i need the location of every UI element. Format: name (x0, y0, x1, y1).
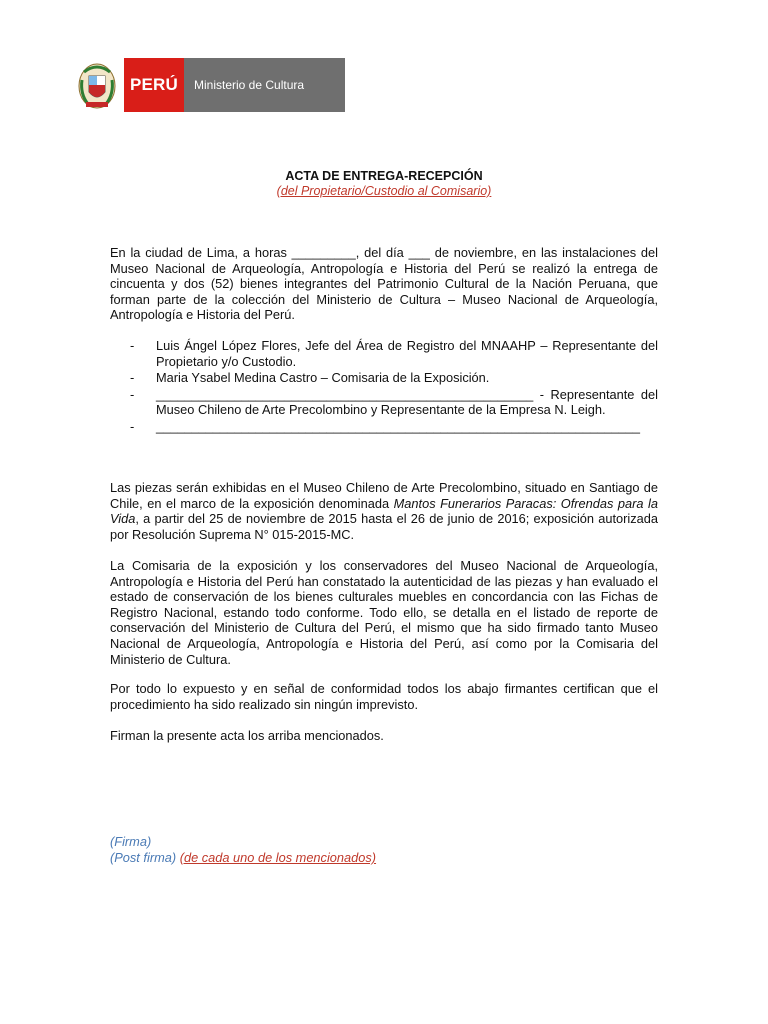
list-item: - Maria Ysabel Medina Castro – Comisaria de la Exposición. (130, 370, 490, 386)
paragraph-exhibition: Las piezas serán exhibidas en el Museo Chileno de Arte Precolombino, situado en Santiago de Chile, en el marco de la exposición denominada Mantos Funerarios Paracas: Ofrendas para la Vida, a partir del 25 de noviembre de 2015 hasta el 26 de junio de 2016; exposición autorizada por Resolución Suprema N° 015-2015-MC. (110, 480, 658, 542)
document-title: ACTA DE ENTREGA-RECEPCIÓN (285, 169, 483, 183)
document-subtitle: (del Propietario/Custodio al Comisario) (276, 184, 492, 198)
paragraph-conservation: La Comisaria de la exposición y los conservadores del Museo Nacional de Arqueología, Antropología e Historia del Perú han constatado la autenticidad de las piezas y han evaluado el estado de conservación de los bienes culturales muebles en concordancia con las Fichas de Registro Nacional, estando todo conforme. Todo ello, se detalla en el listado de reporte de conservación del Ministerio de Cultura del Perú, el mismo que ha sido firmado tanto Museo Nacional de Arqueología, Antropología e Historia del Perú, así como por la Comisaria del Ministerio de Cultura. (110, 558, 658, 667)
list-item: - _____________________________________________________ - Representante del Museo Chileno de Arte Precolombino y Representante de la Empresa N. Leigh. (130, 386, 658, 418)
paragraph-conformity: Por todo lo expuesto y en señal de conformidad todos los abajo firmantes certifican que el procedimiento ha sido realizado sin ningún imprevisto. (110, 681, 658, 712)
paragraph-closing: Firman la presente acta los arriba mencionados. (110, 728, 384, 743)
ministry-header (76, 58, 345, 112)
ministry-name: Ministerio de Cultura (184, 58, 345, 112)
coat-of-arms-icon (76, 58, 118, 112)
peru-logo: PERÚ (124, 58, 184, 112)
paragraph-intro: En la ciudad de Lima, a horas _________, del día ___ de noviembre, en las instalaciones del Museo Nacional de Arqueología, Antropología e Historia del Perú se realizó la entrega de cincuenta y dos (52) bienes integrantes del Patrimonio Cultural de la Nación Peruana, que forman parte de la colección del Ministerio de Cultura – Museo Nacional de Arqueología, Antropología e Historia del Perú. (110, 245, 658, 323)
list-item: - ____________________________________________________________________ (130, 418, 640, 434)
signature-line: (Firma) (110, 834, 152, 849)
participants-list (110, 338, 658, 436)
list-item: - Luis Ángel López Flores, Jefe del Área de Registro del MNAAHP – Representante del Propietario y/o Custodio. (130, 338, 658, 369)
post-signature-line: (Post firma) (de cada uno de los mencionados) (110, 850, 377, 865)
